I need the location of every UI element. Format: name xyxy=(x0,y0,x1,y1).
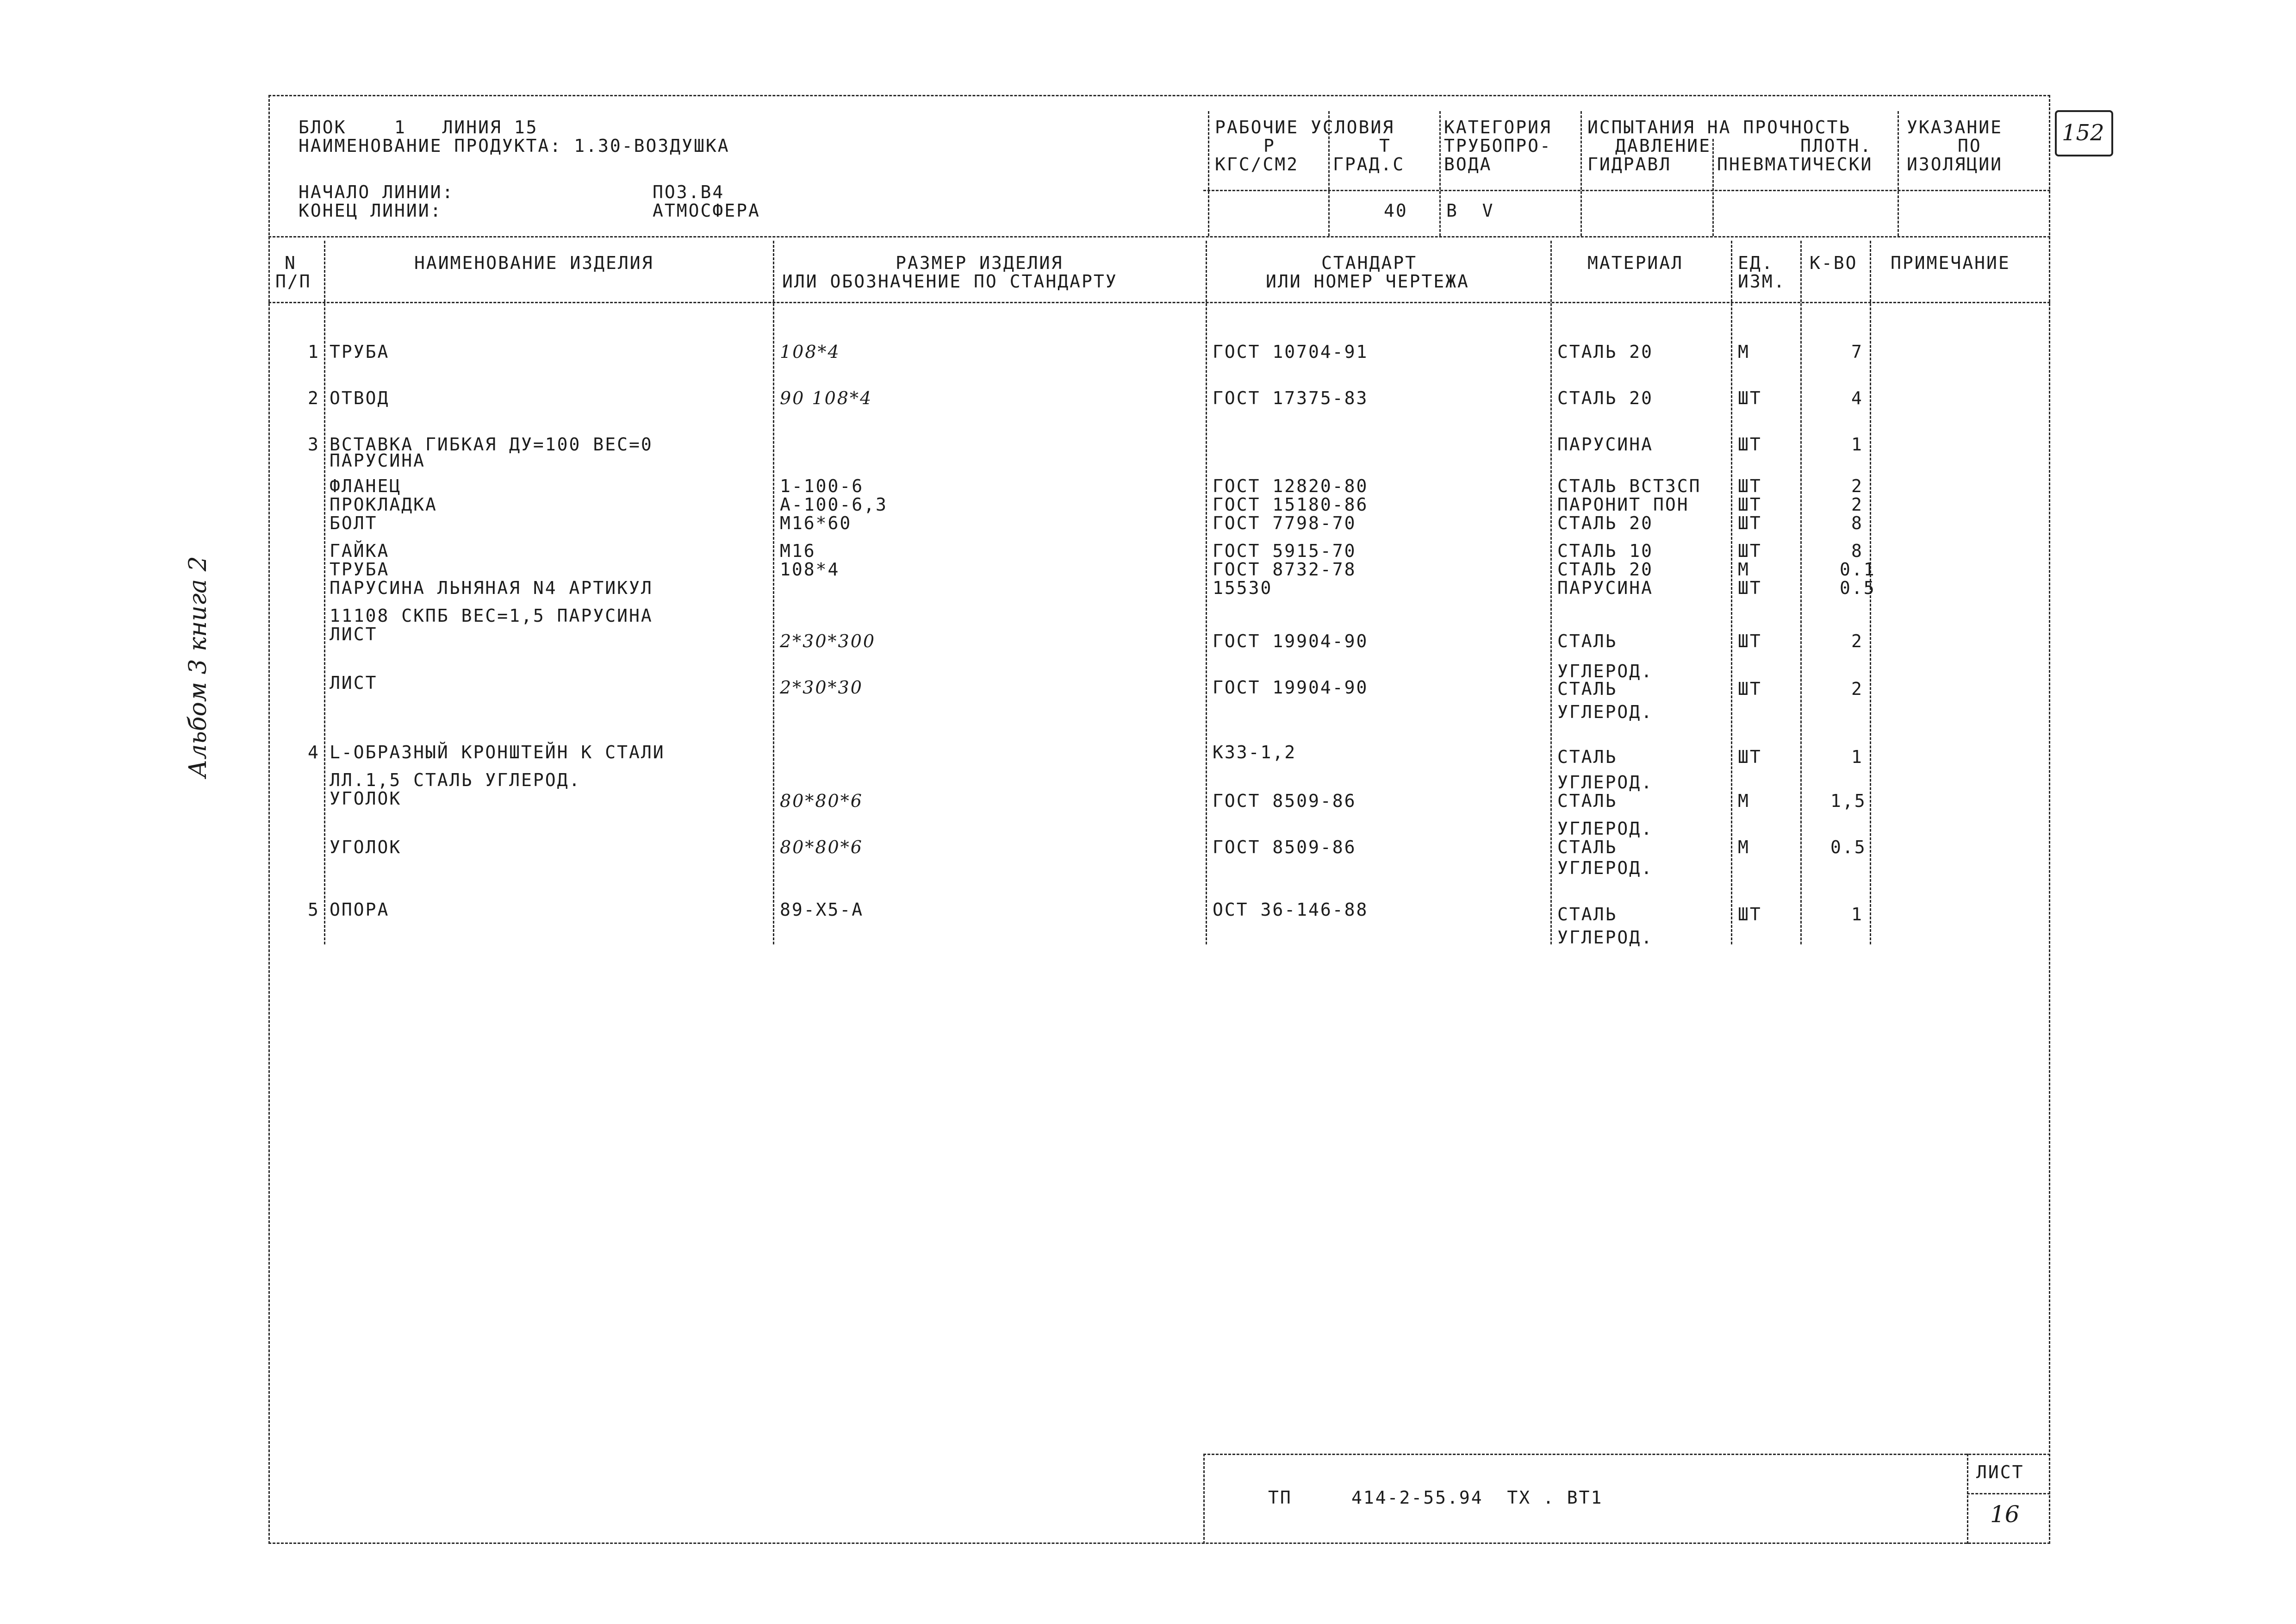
row-name: ОПОРА xyxy=(330,899,390,920)
row-material: СТАЛЬ 20 xyxy=(1557,559,1654,580)
row-size: 2*30*300 xyxy=(780,631,876,651)
row-name: L-ОБРАЗНЫЙ КРОНШТЕЙН К СТАЛИ xyxy=(330,742,665,762)
header-divider-top xyxy=(1203,190,2050,191)
row-qty: 4 xyxy=(1851,388,1863,408)
row-num: 2 xyxy=(308,388,320,408)
row-size: 108*4 xyxy=(780,342,840,362)
column-header-bottom-line xyxy=(268,302,2050,303)
row-qty: 0.1 xyxy=(1840,559,1876,580)
row-standard: ГОСТ 8509-86 xyxy=(1213,791,1356,811)
row-name: 11108 СКПБ ВЕС=1,5 ПАРУСИНА xyxy=(330,606,653,626)
row-name: ПРОКЛАДКА xyxy=(330,494,437,515)
row-size: 80*80*6 xyxy=(780,837,863,857)
col-sep-size xyxy=(1206,241,1207,944)
row-qty: 1,5 xyxy=(1830,791,1867,811)
row-material: СТАЛЬ xyxy=(1557,747,1618,767)
row-unit: М xyxy=(1738,791,1750,811)
row-unit: М xyxy=(1738,342,1750,362)
row-material: УГЛЕРОД. xyxy=(1557,927,1654,948)
row-qty: 2 xyxy=(1851,494,1863,515)
row-standard: ГОСТ 10704-91 xyxy=(1213,342,1369,362)
row-qty: 0.5 xyxy=(1830,837,1867,857)
insulation-line3: ИЗОЛЯЦИИ xyxy=(1907,154,2003,175)
row-num: 3 xyxy=(308,434,320,455)
form-frame xyxy=(268,95,2050,1544)
row-material: УГЛЕРОД. xyxy=(1557,661,1654,681)
row-name: ТРУБА xyxy=(330,559,390,580)
row-size: 89-Х5-А xyxy=(780,899,864,920)
line-end-label: КОНЕЦ ЛИНИИ: xyxy=(299,200,442,221)
row-material: УГЛЕРОД. xyxy=(1557,818,1654,839)
strength-test-title: ИСПЫТАНИЯ НА ПРОЧНОСТЬ xyxy=(1587,117,1851,137)
row-material: СТАЛЬ xyxy=(1557,631,1618,651)
row-unit: М xyxy=(1738,837,1750,857)
temperature-unit: ГРАД.С xyxy=(1333,154,1405,175)
row-num: 5 xyxy=(308,899,320,920)
title-block-left-line xyxy=(1203,1454,1205,1544)
row-num: 1 xyxy=(308,342,320,362)
row-unit: ШТ xyxy=(1738,679,1762,699)
row-qty: 1 xyxy=(1851,434,1863,455)
col-header-std: СТАНДАРТ xyxy=(1321,253,1418,273)
row-qty: 2 xyxy=(1851,679,1863,699)
header-vline-3 xyxy=(1439,111,1441,236)
col-header-std-2: ИЛИ НОМЕР ЧЕРТЕЖА xyxy=(1266,271,1469,292)
row-standard: ГОСТ 15180-86 xyxy=(1213,494,1369,515)
header-vline-4 xyxy=(1580,111,1582,236)
row-material: СТАЛЬ xyxy=(1557,904,1618,924)
col-sep-num xyxy=(324,241,325,944)
row-unit: ШТ xyxy=(1738,513,1762,533)
title-block-top-line xyxy=(1203,1454,2050,1455)
col-header-qty: К-ВО xyxy=(1810,253,1858,273)
row-qty: 2 xyxy=(1851,476,1863,496)
row-name: ТРУБА xyxy=(330,342,390,362)
row-unit: ШТ xyxy=(1738,631,1762,651)
sheet-number: 16 xyxy=(1990,1501,2020,1528)
row-unit: ШТ xyxy=(1738,476,1762,496)
row-material: СТАЛЬ xyxy=(1557,791,1618,811)
row-size: М16 xyxy=(780,541,816,561)
row-size: 90 108*4 xyxy=(780,388,873,408)
row-standard: ГОСТ 17375-83 xyxy=(1213,388,1369,408)
insulation-line1: УКАЗАНИЕ xyxy=(1907,117,2003,137)
row-unit: М xyxy=(1738,559,1750,580)
col-header-size: РАЗМЕР ИЗДЕЛИЯ xyxy=(896,253,1064,273)
col-header-num: N xyxy=(285,253,297,273)
row-material: ПАРУСИНА xyxy=(1557,434,1654,455)
row-standard: ГОСТ 5915-70 xyxy=(1213,541,1356,561)
row-standard: 15530 xyxy=(1213,578,1273,598)
row-standard: ГОСТ 12820-80 xyxy=(1213,476,1369,496)
row-size: 80*80*6 xyxy=(780,791,863,811)
row-material: ПАРУСИНА xyxy=(1557,578,1654,598)
row-material: СТАЛЬ xyxy=(1557,679,1618,699)
row-num: 4 xyxy=(308,742,320,762)
product-name: НАИМЕНОВАНИЕ ПРОДУКТА: 1.30-ВОЗДУШКА xyxy=(299,136,730,156)
document-code: 414-2-55.94 ТХ . ВТ1 xyxy=(1351,1487,1603,1508)
pipe-category-line1: КАТЕГОРИЯ xyxy=(1444,117,1552,137)
col-header-name: НАИМЕНОВАНИЕ ИЗДЕЛИЯ xyxy=(414,253,654,273)
row-material: ПАРОНИТ ПОН xyxy=(1557,494,1689,515)
hydraulic-label: ГИДРАВЛ xyxy=(1587,154,1672,175)
row-qty: 1 xyxy=(1851,904,1863,924)
sheet-label: ЛИСТ xyxy=(1976,1462,2024,1482)
row-size: 1-100-6 xyxy=(780,476,864,496)
col-header-size-2: ИЛИ ОБОЗНАЧЕНИЕ ПО СТАНДАРТУ xyxy=(782,271,1118,292)
row-unit: ШТ xyxy=(1738,494,1762,515)
row-qty: 7 xyxy=(1851,342,1863,362)
row-name: ФЛАНЕЦ xyxy=(330,476,402,496)
sheet-stamp-number: 152 xyxy=(2062,120,2104,146)
pneumatic-label: ПНЕВМАТИЧЕСКИ xyxy=(1717,154,1873,175)
col-header-num-2: П/П xyxy=(275,271,311,292)
row-material: СТАЛЬ 20 xyxy=(1557,342,1654,362)
row-qty: 8 xyxy=(1851,513,1863,533)
row-qty: 8 xyxy=(1851,541,1863,561)
row-unit: ШТ xyxy=(1738,388,1762,408)
row-material: УГЛЕРОД. xyxy=(1557,772,1654,793)
temperature-value: 40 xyxy=(1384,200,1408,221)
row-unit: ШТ xyxy=(1738,434,1762,455)
line-start-value: ПОЗ.В4 xyxy=(653,182,725,202)
row-name: ЛЛ.1,5 СТАЛЬ УГЛЕРОД. xyxy=(330,770,581,790)
row-unit: ШТ xyxy=(1738,578,1762,598)
tp-label: ТП xyxy=(1268,1487,1292,1508)
pipe-category-line2: ТРУБОПРО- xyxy=(1444,136,1552,156)
row-standard: ГОСТ 8509-86 xyxy=(1213,837,1356,857)
row-standard: К33-1,2 xyxy=(1213,742,1297,762)
line-start-label: НАЧАЛО ЛИНИИ: xyxy=(299,182,454,202)
row-standard: ГОСТ 8732-78 xyxy=(1213,559,1356,580)
row-name: УГОЛОК xyxy=(330,788,402,809)
row-material: СТАЛЬ 20 xyxy=(1557,513,1654,533)
row-unit: ШТ xyxy=(1738,747,1762,767)
col-header-unit: ЕД. xyxy=(1738,253,1774,273)
title-block-sheet-line xyxy=(1967,1454,1968,1544)
header-vline-1 xyxy=(1208,111,1209,236)
row-material: УГЛЕРОД. xyxy=(1557,702,1654,722)
row-material: СТАЛЬ 10 xyxy=(1557,541,1654,561)
row-standard: ОСТ 36-146-88 xyxy=(1213,899,1369,920)
test-density-label: ПЛОТН. xyxy=(1800,136,1873,156)
row-material: СТАЛЬ xyxy=(1557,837,1618,857)
work-conditions-title: РАБОЧИЕ УСЛОВИЯ xyxy=(1215,117,1395,137)
temperature-symbol: Т xyxy=(1379,136,1391,156)
pressure-unit: КГС/СМ2 xyxy=(1215,154,1299,175)
line-end-value: АТМОСФЕРА xyxy=(653,200,760,221)
row-name: ВСТАВКА ГИБКАЯ ДУ=100 ВЕС=0 xyxy=(330,434,653,455)
row-qty: 0.5 xyxy=(1840,578,1876,598)
block-line-label: БЛОК 1 ЛИНИЯ 15 xyxy=(299,117,538,137)
test-pressure-label: ДАВЛЕНИЕ xyxy=(1615,136,1711,156)
row-standard: ГОСТ 7798-70 xyxy=(1213,513,1356,533)
header-bottom-line xyxy=(268,236,2050,237)
col-header-note: ПРИМЕЧАНИЕ xyxy=(1891,253,2010,273)
pressure-symbol: Р xyxy=(1263,136,1276,156)
row-name: ЛИСТ xyxy=(330,624,378,644)
col-sep-unit xyxy=(1800,241,1802,944)
row-name: УГОЛОК xyxy=(330,837,402,857)
row-material: СТАЛЬ ВСТ3СП xyxy=(1557,476,1701,496)
col-sep-mat xyxy=(1731,241,1732,944)
row-standard: ГОСТ 19904-90 xyxy=(1213,677,1369,698)
col-header-unit-2: ИЗМ. xyxy=(1738,271,1786,292)
row-material: УГЛЕРОД. xyxy=(1557,858,1654,878)
row-name: ОТВОД xyxy=(330,388,390,408)
pipe-category-line3: ВОДА xyxy=(1444,154,1492,175)
row-size: 108*4 xyxy=(780,559,840,580)
insulation-line2: ПО xyxy=(1958,136,1982,156)
col-sep-std xyxy=(1550,241,1552,944)
header-vline-5 xyxy=(1712,139,1714,236)
row-unit: ШТ xyxy=(1738,904,1762,924)
row-name: ЛИСТ xyxy=(330,673,378,693)
row-name: ГАЙКА xyxy=(330,541,390,561)
row-size: М16*60 xyxy=(780,513,852,533)
row-qty: 1 xyxy=(1851,747,1863,767)
col-header-material: МАТЕРИАЛ xyxy=(1587,253,1684,273)
col-sep-name xyxy=(773,241,774,944)
row-material: СТАЛЬ 20 xyxy=(1557,388,1654,408)
row-qty: 2 xyxy=(1851,631,1863,651)
title-block-sheet-divider xyxy=(1967,1493,2050,1494)
row-name: БОЛТ xyxy=(330,513,378,533)
header-vline-6 xyxy=(1898,111,1899,236)
album-margin-note: Альбом 3 книга 2 xyxy=(184,556,212,778)
row-size: А-100-6,3 xyxy=(780,494,888,515)
pipe-category-value: В V xyxy=(1446,200,1494,221)
row-unit: ШТ xyxy=(1738,541,1762,561)
row-standard: ГОСТ 19904-90 xyxy=(1213,631,1369,651)
row-name: ПАРУСИНА ЛЬНЯНАЯ N4 АРТИКУЛ xyxy=(330,578,653,598)
row-name: ПАРУСИНА xyxy=(330,450,426,471)
row-size: 2*30*30 xyxy=(780,677,863,698)
